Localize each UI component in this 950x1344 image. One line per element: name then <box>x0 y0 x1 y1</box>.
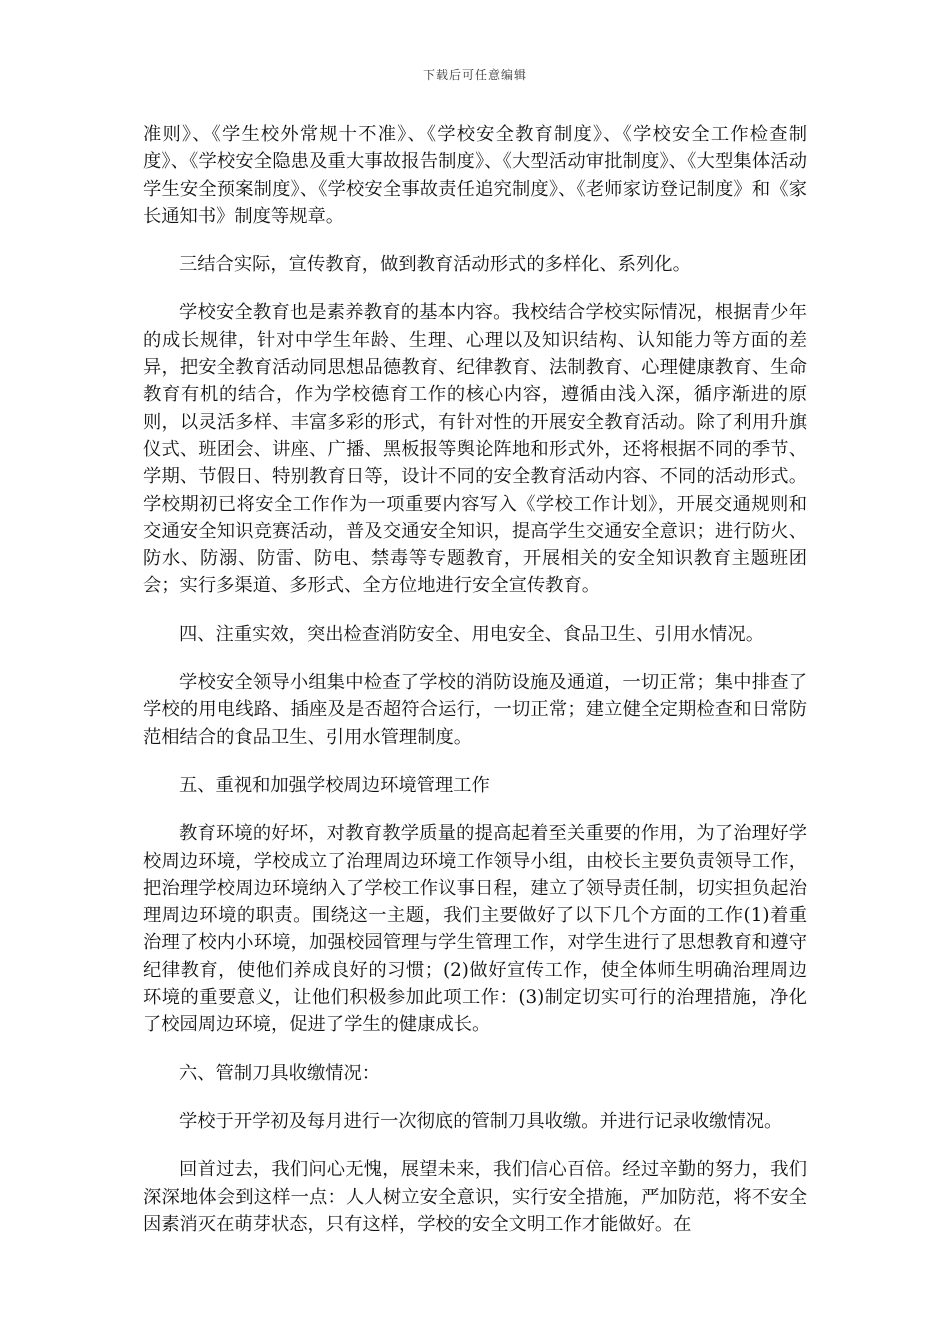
paragraph-safety-education: 学校安全教育也是素养教育的基本内容。我校结合学校实际情况，根据青少年的成长规律，针对中学生年龄、生理、心理以及知识结构、认知能力等方面的差异，把安全教育活动同思想品德教育、纪律教育、法制教育、心理健康教育、生命教育有机的结合，作为学校德育工作的核心内容，遵循由浅入深，循序渐进的原则，以灵活多样、丰富多彩的形式，有针对性的开展安全教育活动。除了利用升旗仪式、班团会、讲座、广播、黑板报等舆论阵地和形式外，还将根据不同的季节、学期、节假日、特别教育日等，设计不同的安全教育活动内容、不同的活动形式。学校期初已将安全工作作为一项重要内容写入《学校工作计划》，开展交通规则和交通安全知识竞赛活动，普及交通安全知识，提高学生交通安全意识；进行防火、防水、防溺、防雷、防电、禁毒等专题教育，开展相关的安全知识教育主题班团会；实行多渠道、多形式、全方位地进行安全宣传教育。 <box>143 302 807 597</box>
section-heading-3: 三结合实际，宣传教育，做到教育活动形式的多样化、系列化。 <box>179 254 691 276</box>
paragraph-knife-collection: 学校于开学初及每月进行一次彻底的管制刀具收缴。并进行记录收缴情况。 <box>179 1110 783 1132</box>
paragraph-environment: 教育环境的好坏，对教育教学质量的提高起着至关重要的作用，为了治理好学校周边环境，学校成立了治理周边环境工作领导小组，由校长主要负责领导工作，把治理学校周边环境纳入了学校工作议事日程，建立了领导责任制，切实担负起治理周边环境的职责。围绕这一主题，我们主要做好了以下几个方面的工作(1)着重治理了校内小环境，加强校园管理与学生管理工作，对学生进行了思想教育和遵守纪律教育，使他们养成良好的习惯；(2)做好宣传工作，使全体师生明确治理周边环境的重要意义，让他们积极参加此项工作：(3)制定切实可行的治理措施，净化了校园周边环境，促进了学生的健康成长。 <box>143 823 807 1036</box>
paragraph-conclusion: 回首过去，我们问心无愧，展望未来，我们信心百倍。经过辛勤的努力，我们深深地体会到这样一点：人人树立安全意识，实行安全措施，严加防范，将不安全因素消灭在萌芽状态，只有这样，学校的安全文明工作才能做好。在 <box>143 1159 807 1235</box>
section-heading-5: 五、重视和加强学校周边环境管理工作 <box>179 774 490 796</box>
page-header: 下载后可任意编辑 <box>422 68 527 82</box>
section-heading-4: 四、注重实效，突出检查消防安全、用电安全、食品卫生、引用水情况。 <box>179 623 764 645</box>
section-heading-6: 六、管制刀具收缴情况： <box>179 1062 381 1084</box>
document-body <box>143 121 807 1259</box>
paragraph-regulations-list: 准则》、《学生校外常规十不准》、《学校安全教育制度》、《学校安全工作检查制度》、《学校安全隐患及重大事故报告制度》、《大型活动审批制度》、《大型集体活动学生安全预案制度》、《学校安全事故责任追究制度》、《老师家访登记制度》和《家长通知书》制度等规章。 <box>143 124 807 227</box>
paragraph-inspection: 学校安全领导小组集中检查了学校的消防设施及通道，一切正常；集中排查了学校的用电线路、插座及是否超符合运行，一切正常；建立健全定期检查和日常防范相结合的食品卫生、引用水管理制度。 <box>143 672 807 748</box>
